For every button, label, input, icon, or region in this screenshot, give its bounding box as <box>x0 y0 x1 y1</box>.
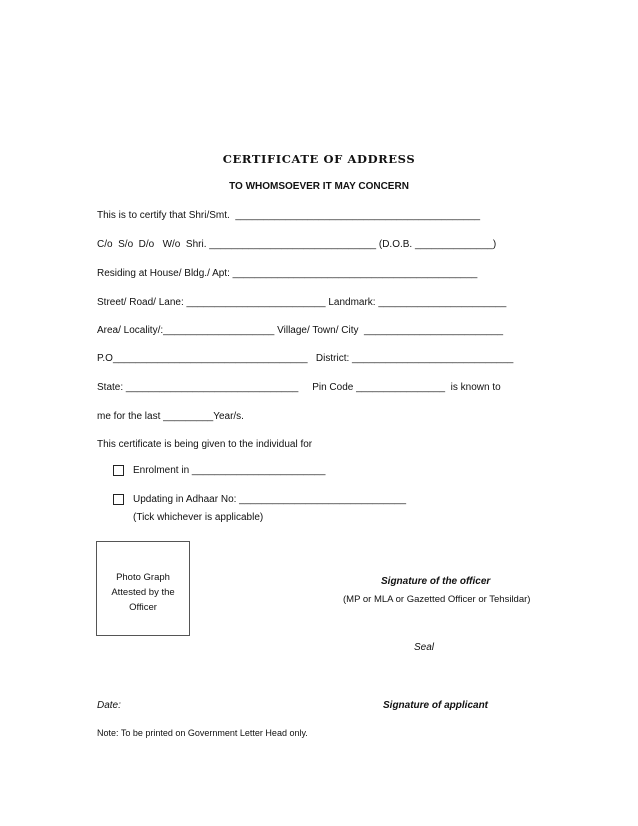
area-village-line: Area/ Locality/:____________________ Village/ Town/ City _________________________ <box>97 325 504 336</box>
state-pincode-line: State: _______________________________ Pin Code ________________ is known to <box>97 382 501 393</box>
updating-option-label: Updating in Adhaar No: ______________________________ <box>133 494 407 505</box>
enrolment-checkbox[interactable] <box>113 465 124 476</box>
residence-line: Residing at House/ Bldg./ Apt: ____________________________________________ <box>97 268 478 279</box>
date-label: Date: <box>97 700 121 711</box>
photo-box <box>96 541 190 636</box>
print-note: Note: To be printed on Government Letter Head only. <box>97 728 308 738</box>
enrolment-option-label: Enrolment in ________________________ <box>133 465 326 476</box>
tick-instruction: (Tick whichever is applicable) <box>133 512 264 523</box>
document-title: CERTIFICATE OF ADDRESS <box>222 152 416 166</box>
purpose-line: This certificate is being given to the individual for <box>97 439 313 450</box>
years-known-line: me for the last _________Year/s. <box>97 411 244 422</box>
officer-signature-title: Signature of the officer <box>381 576 491 587</box>
officer-signature-subtitle: (MP or MLA or Gazetted Officer or Tehsildar) <box>343 594 531 605</box>
po-district-line: P.O___________________________________ District: _____________________________ <box>97 353 514 364</box>
relation-dob-line: C/o S/o D/o W/o Shri. ______________________________ (D.O.B. ______________) <box>97 239 497 250</box>
certify-name-line: This is to certify that Shri/Smt. ____________________________________________ <box>97 210 481 221</box>
applicant-signature-label: Signature of applicant <box>383 700 489 711</box>
photo-box-line2: Attested by the <box>111 587 175 598</box>
seal-label: Seal <box>414 642 435 653</box>
photo-box-line1: Photo Graph <box>116 572 170 583</box>
photo-box-label <box>97 570 189 615</box>
street-landmark-line: Street/ Road/ Lane: _________________________ Landmark: _______________________ <box>97 297 507 308</box>
document-subtitle: TO WHOMSOEVER IT MAY CONCERN <box>229 181 409 192</box>
photo-box-line3: Officer <box>129 602 157 613</box>
updating-checkbox[interactable] <box>113 494 124 505</box>
